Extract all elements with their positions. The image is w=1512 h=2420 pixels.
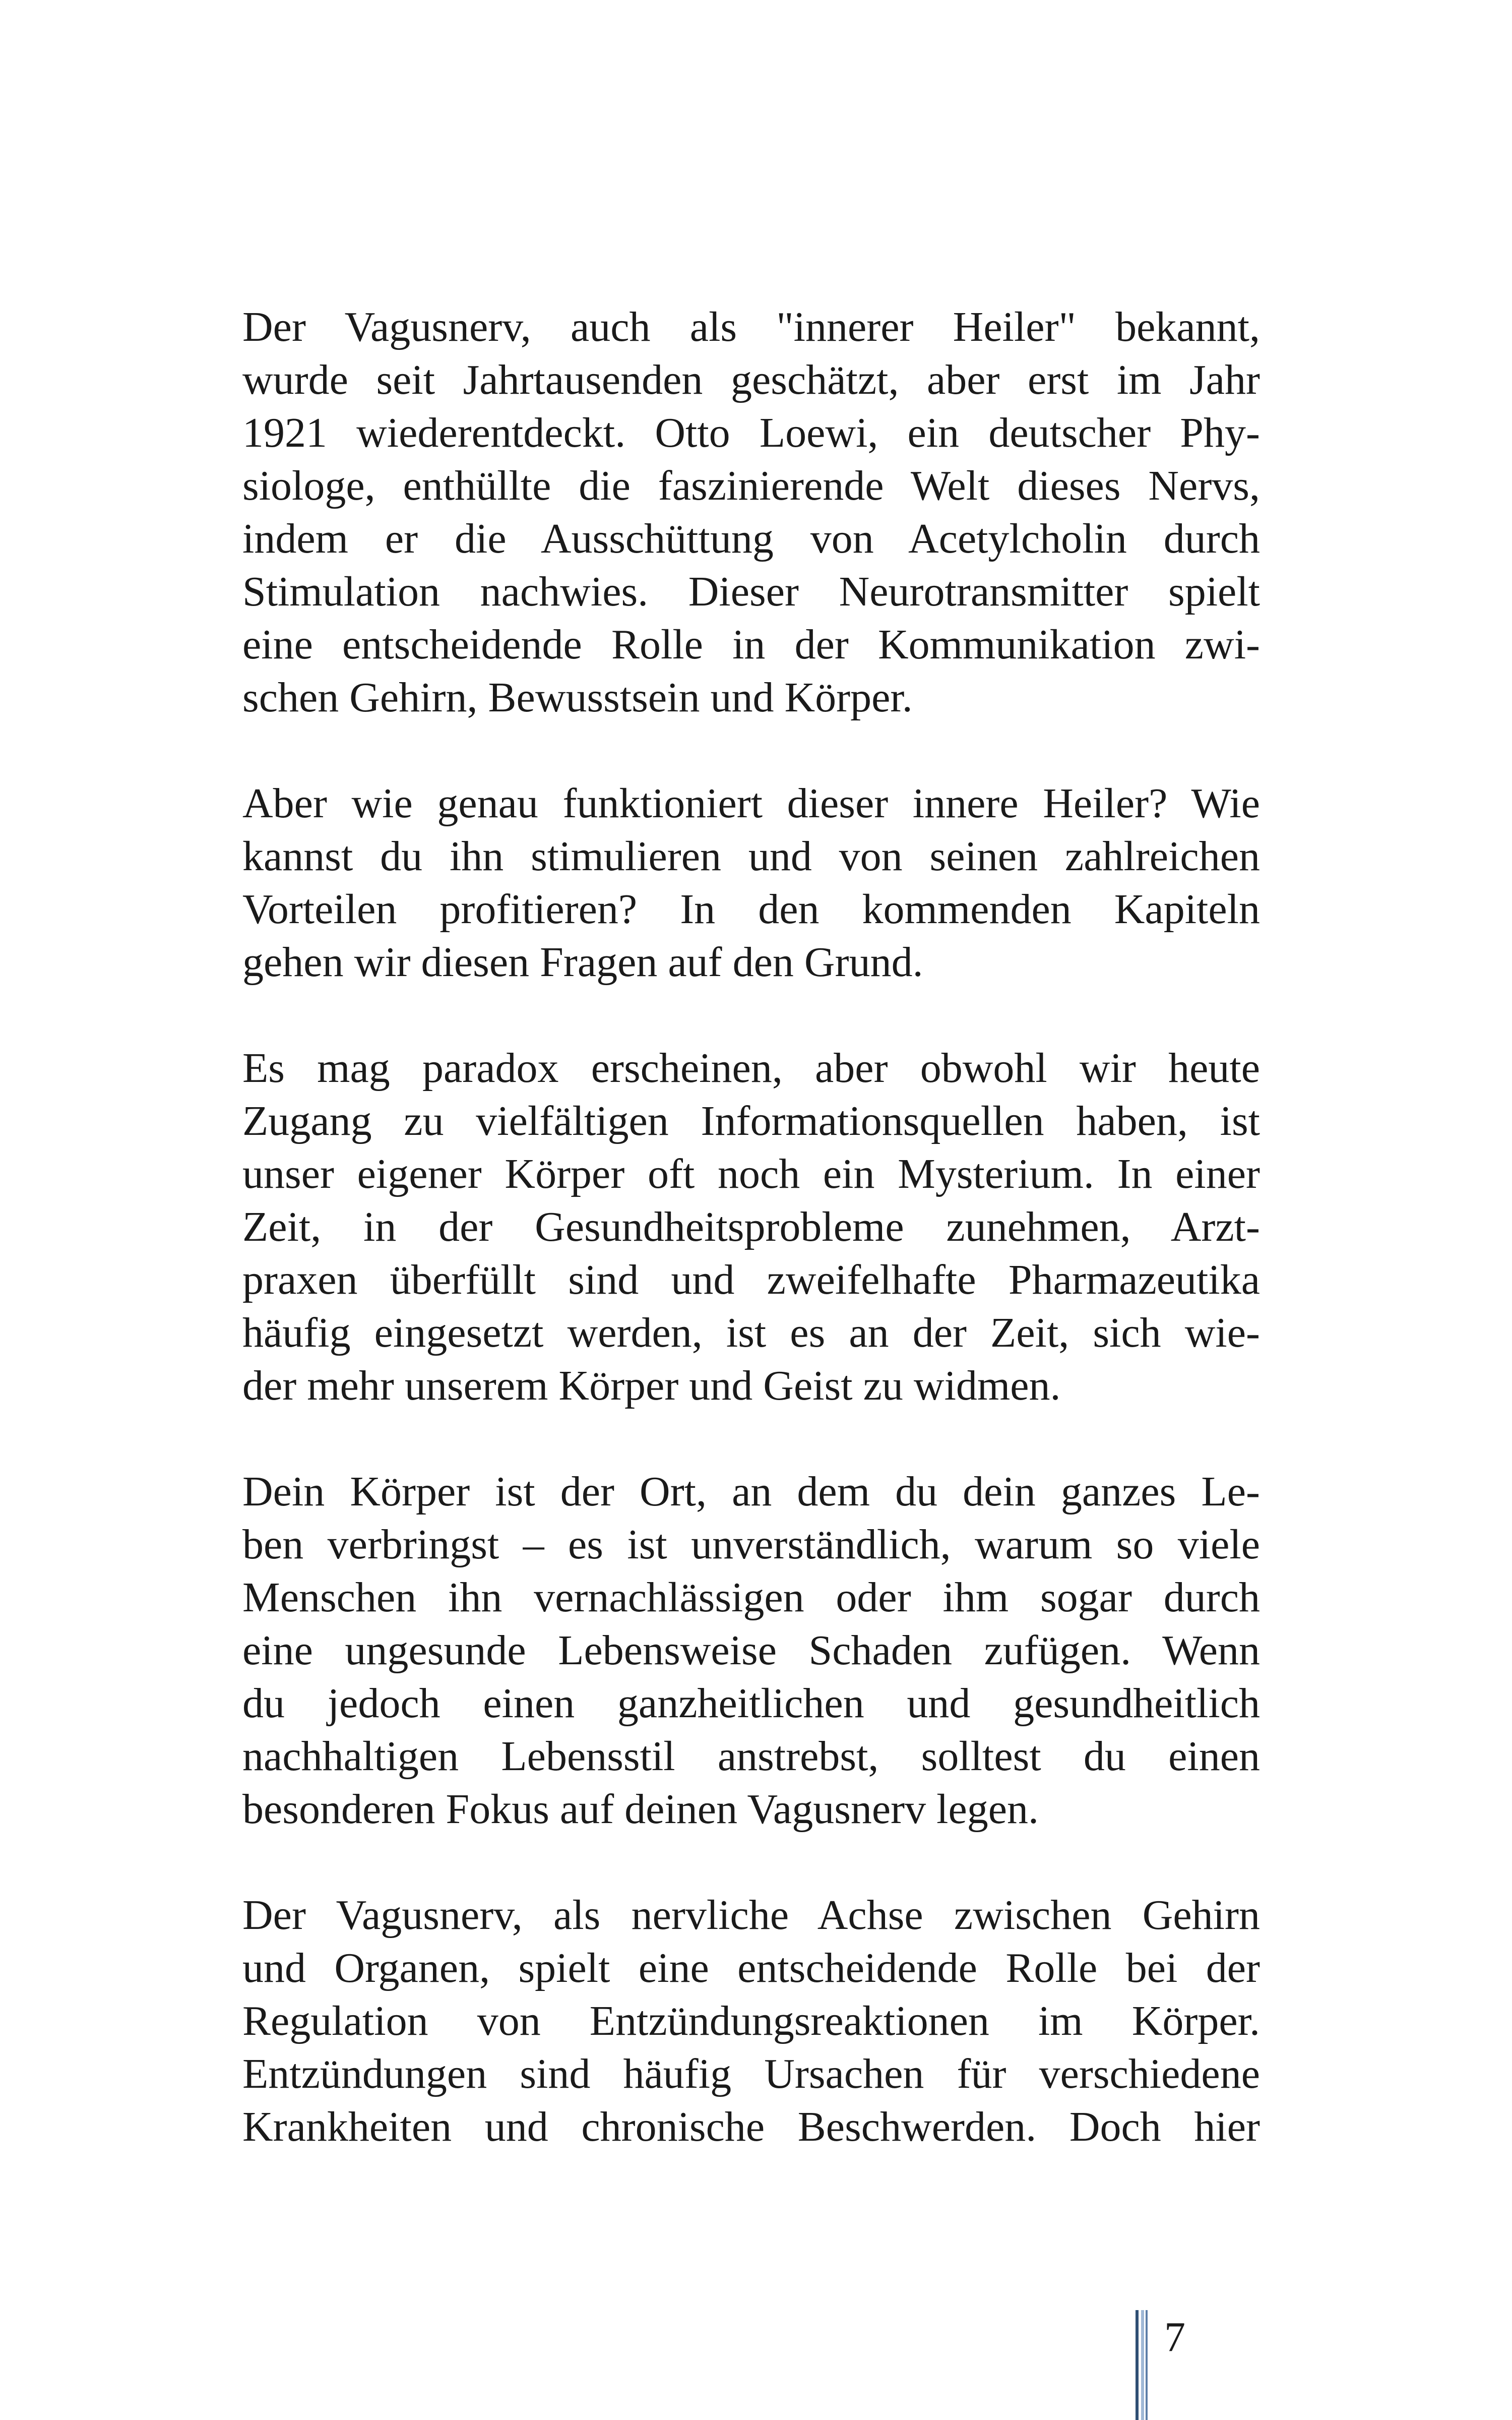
text-line: du jedoch einen ganzheitlichen und gesundheitlich <box>242 1680 1260 1727</box>
text-line: Zeit, in der Gesundheitsprobleme zunehmen, Arzt- <box>242 1203 1260 1250</box>
paragraph <box>242 777 1260 989</box>
paragraph <box>242 300 1260 724</box>
text-line: Vorteilen profitieren? In den kommenden Kapiteln <box>242 886 1260 933</box>
text-line: häufig eingesetzt werden, ist es an der Zeit, sich wie- <box>242 1309 1260 1356</box>
marker-bar-light <box>1141 2310 1144 2420</box>
text-line: der mehr unserem Körper und Geist zu widmen. <box>242 1362 1061 1409</box>
paragraph <box>242 1465 1260 1836</box>
text-line: Zugang zu vielfältigen Informationsquellen haben, ist <box>242 1098 1260 1144</box>
text-line: gehen wir diesen Fragen auf den Grund. <box>242 939 923 986</box>
text-line: eine entscheidende Rolle in der Kommunikation zwi- <box>242 621 1260 668</box>
text-line: Dein Körper ist der Ort, an dem du dein ganzes Le- <box>242 1468 1260 1515</box>
text-line: schen Gehirn, Bewusstsein und Körper. <box>242 674 913 721</box>
text-line: siologe, enthüllte die faszinierende Welt dieses Nervs, <box>242 462 1260 509</box>
text-line: Stimulation nachwies. Dieser Neurotransmitter spielt <box>242 568 1260 615</box>
page-marker-bars <box>1136 2310 1151 2420</box>
text-line: Der Vagusnerv, als nervliche Achse zwischen Gehirn <box>242 1892 1260 1939</box>
text-line: 1921 wiederentdeckt. Otto Loewi, ein deutscher Phy- <box>242 409 1260 456</box>
marker-bar-mid <box>1146 2310 1148 2420</box>
text-line: Der Vagusnerv, auch als "innerer Heiler" bekannt, <box>242 304 1260 350</box>
text-line: indem er die Ausschüttung von Acetylcholin durch <box>242 515 1260 562</box>
text-line: wurde seit Jahrtausenden geschätzt, aber erst im Jahr <box>242 356 1260 403</box>
text-line: praxen überfüllt sind und zweifelhafte Pharmazeutika <box>242 1256 1260 1303</box>
text-line: Es mag paradox erscheinen, aber obwohl wir heute <box>242 1045 1260 1092</box>
body-text <box>242 300 1260 2153</box>
text-line: nachhaltigen Lebensstil anstrebst, solltest du einen <box>242 1733 1260 1780</box>
marker-bar-dark <box>1136 2310 1139 2420</box>
text-line: eine ungesunde Lebensweise Schaden zufügen. Wenn <box>242 1627 1260 1674</box>
page-number: 7 <box>1164 2314 1185 2361</box>
text-line: unser eigener Körper oft noch ein Mysterium. In einer <box>242 1151 1260 1197</box>
text-line: kannst du ihn stimulieren und von seinen zahlreichen <box>242 833 1260 880</box>
paragraph <box>242 1042 1260 1412</box>
text-line: Entzündungen sind häufig Ursachen für verschiedene <box>242 2050 1260 2097</box>
text-line: besonderen Fokus auf deinen Vagusnerv legen. <box>242 1786 1039 1833</box>
text-line: Regulation von Entzündungsreaktionen im Körper. <box>242 1998 1260 2044</box>
text-line: Menschen ihn vernachlässigen oder ihm sogar durch <box>242 1574 1260 1621</box>
text-line: Krankheiten und chronische Beschwerden. Doch hier <box>242 2103 1260 2150</box>
text-line: ben verbringst – es ist unverständlich, warum so viele <box>242 1521 1260 1568</box>
text-line: und Organen, spielt eine entscheidende Rolle bei der <box>242 1945 1260 1991</box>
paragraph <box>242 1889 1260 2153</box>
text-line: Aber wie genau funktioniert dieser innere Heiler? Wie <box>242 780 1260 827</box>
